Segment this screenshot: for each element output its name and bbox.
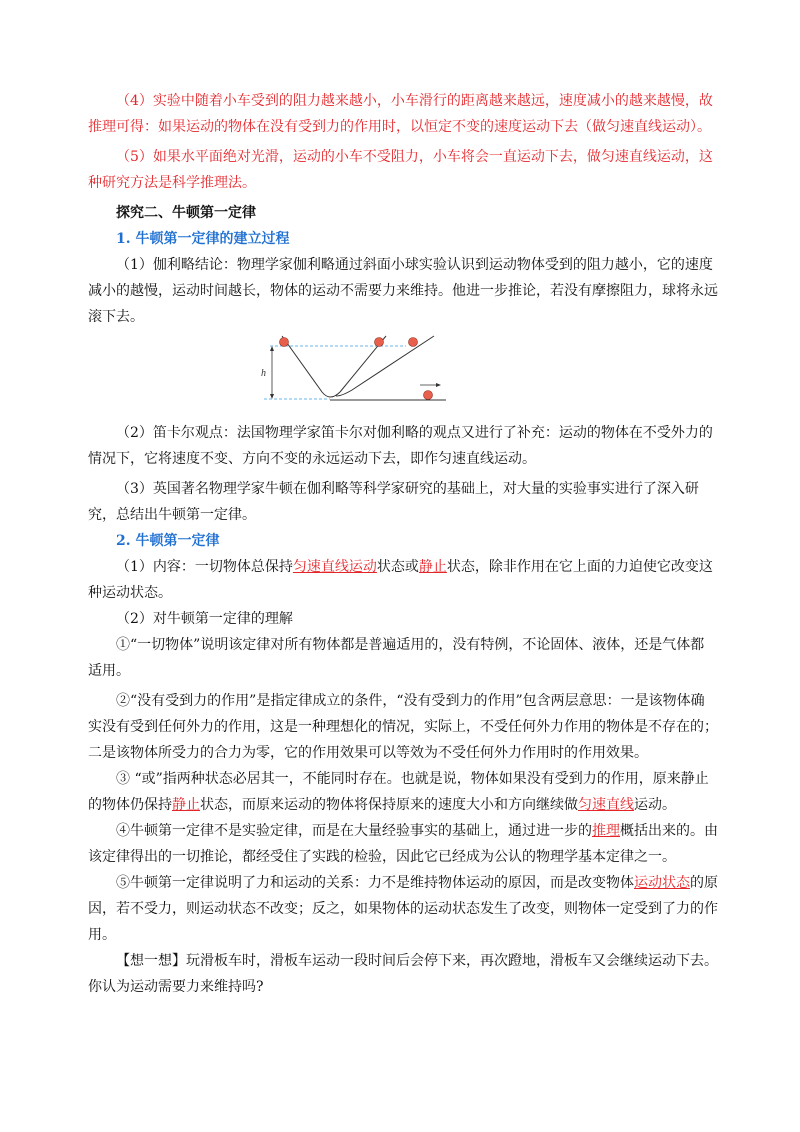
law-blank-uniform-motion: 匀速直线运动 xyxy=(292,559,377,575)
point-3-blank-uniform: 匀速直线 xyxy=(578,797,634,813)
document-content xyxy=(88,88,718,1000)
point-2: ②“没有受到力的作用”是指定律成立的条件，“没有受到力的作用”包含两层意思：一是该物体确实没有受到任何外力的作用，这是一种理想化的情况，实际上，不受任何外力作用的物体是不存在的；二是该物体所受力的合力为零，它的作用效果可以等效为不受任何外力作用时的作用效果。 xyxy=(88,693,718,761)
paragraph-descartes: （2）笛卡尔观点：法国物理学家笛卡尔对伽利略的观点又进行了补充：运动的物体在不受外力的情况下，它将速度不变、方向不变的永远运动下去，即作匀速直线运动。 xyxy=(88,425,713,467)
incline-experiment-figure xyxy=(88,334,718,414)
paragraph-law-content xyxy=(88,554,718,606)
gentle-incline xyxy=(336,336,434,396)
point-5-blank-motion-state: 运动状态 xyxy=(634,875,690,891)
ball-ground xyxy=(424,391,433,400)
point-4-text-b: 概括出来的。由该定律得出的一切推论，都经受住了实践的检验，因此它已经成为公认的物理学基本定律之一。 xyxy=(88,823,718,865)
point-5-text-b: 的原因，若不受力，则运动状态不改变；反之，如果物体的运动状态发生了改变，则物体一定受到了力的作用。 xyxy=(88,875,718,943)
subheading-1: 1. 牛顿第一定律的建立过程 xyxy=(116,231,290,247)
left-incline xyxy=(282,336,340,397)
paragraph-newton: （3）英国著名物理学家牛顿在伽利略等科学家研究的基础上，对大量的实验事实进行了深入研究，总结出牛顿第一定律。 xyxy=(88,481,699,523)
paragraph-galileo: （1）伽利略结论：物理学家伽利略通过斜面小球实验认识到运动物体受到的阻力越小，它的速度减小的越慢，运动时间越长，物体的运动不需要力来维持。他进一步推论，若没有摩擦阻力，球将永远滚下去。 xyxy=(88,257,718,325)
ball-steep xyxy=(375,338,384,347)
law-text-c: 状态，除非作用在它上面的力迫使它改变这种运动状态。 xyxy=(88,559,713,601)
point-3-blank-rest: 静止 xyxy=(172,797,200,813)
ball-gentle xyxy=(409,338,418,347)
law-text-b: 状态或 xyxy=(376,559,419,575)
point-5-text-a: ⑤牛顿第一定律说明了力和运动的关系：力不是维持物体运动的原因，而是改变物体 xyxy=(116,875,634,891)
point-3-text-b: 状态，而原来运动的物体将保持原来的速度大小和方向继续做 xyxy=(200,797,578,813)
motion-arrow-head xyxy=(436,383,441,387)
incline-diagram xyxy=(256,334,456,414)
point-3 xyxy=(88,766,718,818)
height-arrow-top xyxy=(270,346,274,351)
law-blank-rest: 静止 xyxy=(418,559,447,575)
paragraph-step-5: （5）如果水平面绝对光滑，运动的小车不受阻力，小车将会一直运动下去，做匀速直线运动，这种研究方法是科学推理法。 xyxy=(88,149,713,191)
point-4 xyxy=(88,818,718,870)
point-4-blank-reasoning: 推理 xyxy=(592,823,620,839)
point-5 xyxy=(88,870,718,948)
ball-left xyxy=(280,338,289,347)
height-label: h xyxy=(261,368,266,379)
paragraph-step-4: （4）实验中随着小车受到的阻力越来越小，小车滑行的距离越来越远，速度减小的越来越慢，故推理可得：如果运动的物体在没有受到力的作用时，以恒定不变的速度运动下去（做匀速直线运动）。 xyxy=(88,93,713,135)
point-3-text-a: ③ “或”指两种状态必居其一，不能同时存在。也就是说，物体如果没有受到力的作用，原来静止的物体仍保持 xyxy=(88,771,709,813)
point-3-text-c: 运动。 xyxy=(634,797,676,813)
law-text-a: （1）内容：一切物体总保持 xyxy=(116,559,293,575)
point-1: ①“一切物体”说明该定律对所有物体都是普遍适用的，没有特例，不论固体、液体，还是气体都适用。 xyxy=(88,637,705,679)
paragraph-understanding: （2）对牛顿第一定律的理解 xyxy=(116,611,293,627)
think-question: 【想一想】玩滑板车时，滑板车运动一段时间后会停下来，再次蹬地，滑板车又会继续运动下去。你认为运动需要力来维持吗? xyxy=(88,953,718,995)
section-heading-2: 探究二、牛顿第一定律 xyxy=(116,205,256,221)
height-arrow-bottom xyxy=(270,394,274,399)
subheading-2: 2. 牛顿第一定律 xyxy=(116,533,220,549)
point-4-text-a: ④牛顿第一定律不是实验定律，而是在大量经验事实的基础上，通过进一步的 xyxy=(116,823,592,839)
